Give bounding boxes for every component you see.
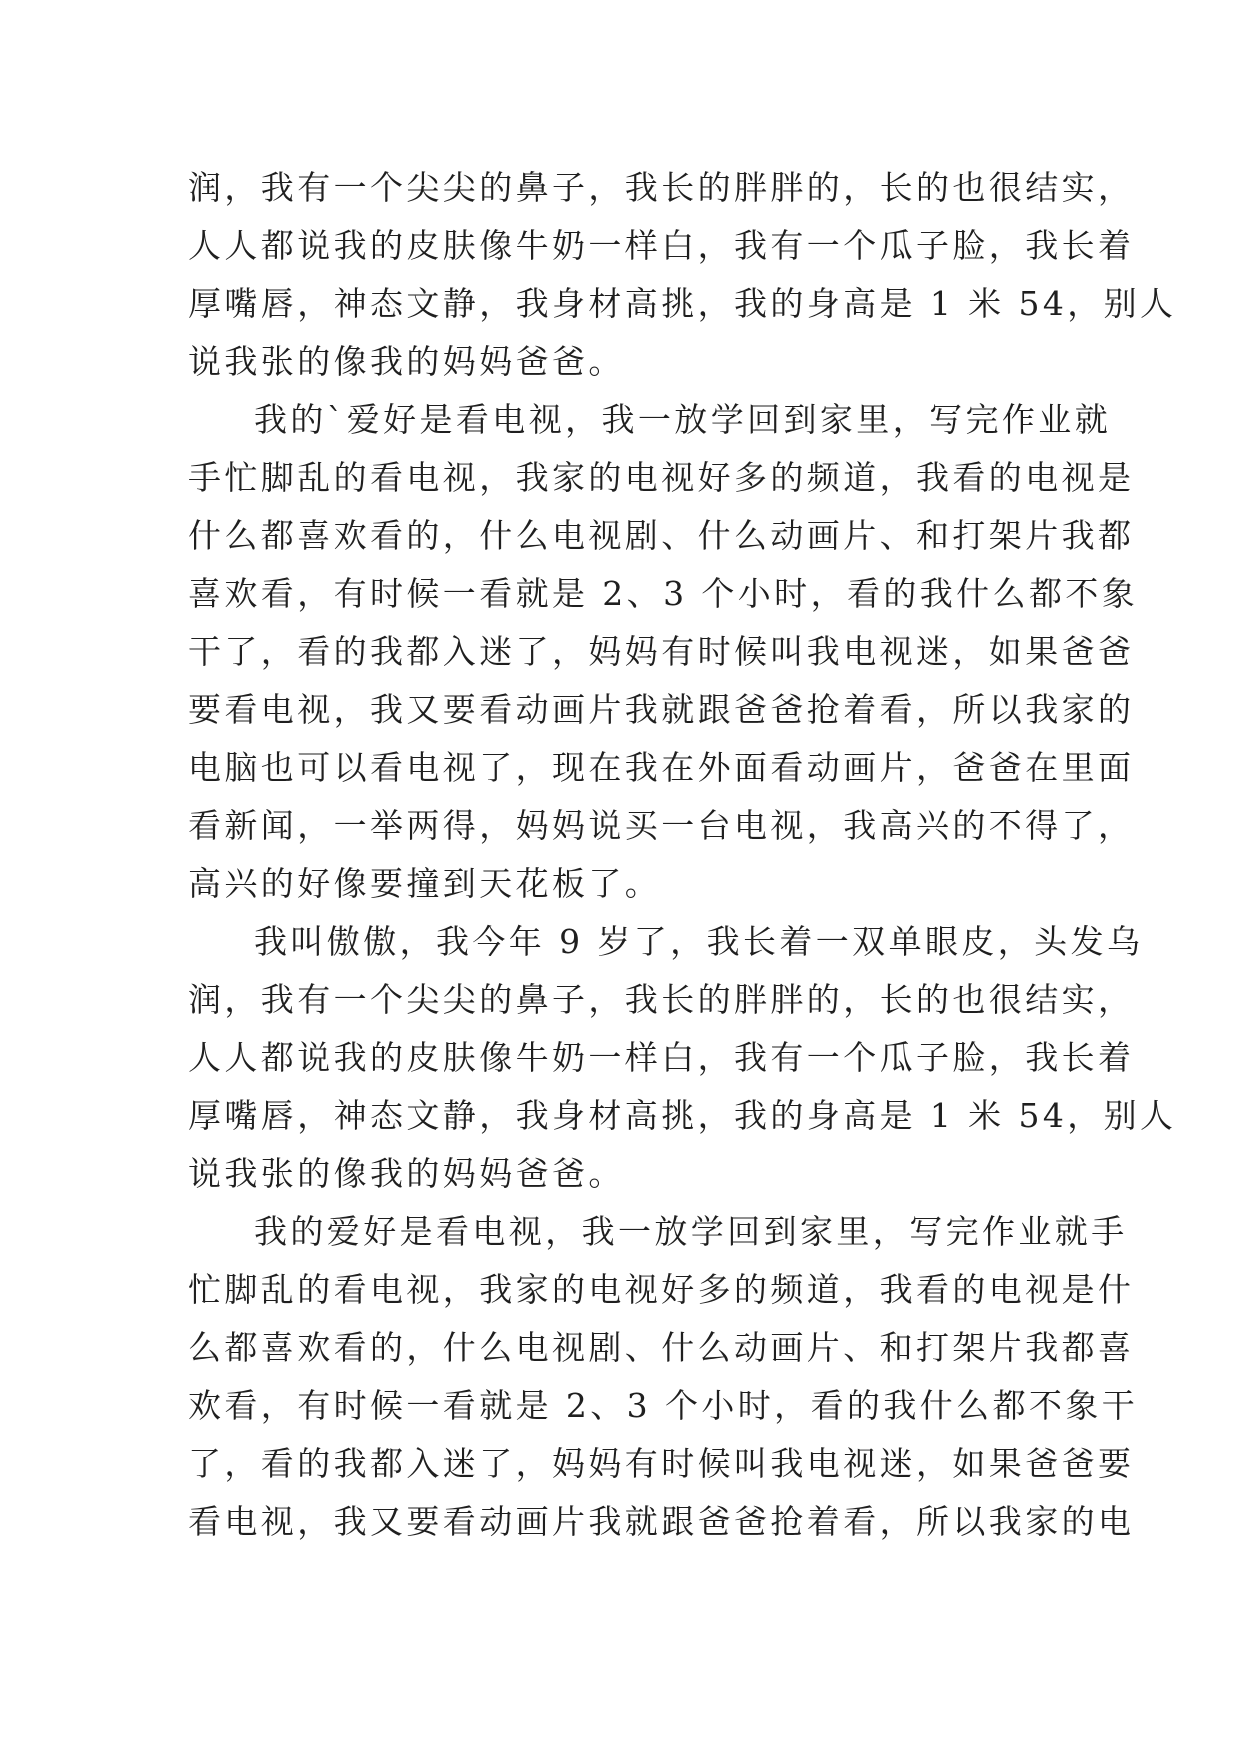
text-line: 电脑也可以看电视了，现在我在外面看动画片，爸爸在里面 <box>188 748 1135 787</box>
text-line: 手忙脚乱的看电视，我家的电视好多的频道，我看的电视是 <box>188 458 1135 497</box>
text-line: 喜欢看，有时候一看就是 2、3 个小时，看的我什么都不象 <box>188 574 1139 613</box>
text-line: 么都喜欢看的，什么电视剧、什么动画片、和打架片我都喜 <box>188 1328 1135 1367</box>
paragraph-first-line: 我的爱好是看电视，我一放学回到家里，写完作业就手 <box>254 1212 1128 1251</box>
text-line: 高兴的好像要撞到天花板了。 <box>188 864 662 903</box>
text-line: 看新闻，一举两得，妈妈说买一台电视，我高兴的不得了， <box>188 806 1135 845</box>
text-line: 厚嘴唇，神态文静，我身材高挑，我的身高是 1 米 54，别人 <box>188 284 1177 323</box>
text-line: 润，我有一个尖尖的鼻子，我长的胖胖的，长的也很结实， <box>188 980 1135 1019</box>
text-line: 人人都说我的皮肤像牛奶一样白，我有一个瓜子脸，我长着 <box>188 1038 1135 1077</box>
text-line: 要看电视，我又要看动画片我就跟爸爸抢着看，所以我家的 <box>188 690 1135 729</box>
text-line: 看电视，我又要看动画片我就跟爸爸抢着看，所以我家的电 <box>188 1502 1135 1541</box>
text-line: 说我张的像我的妈妈爸爸。 <box>188 342 625 381</box>
text-line: 说我张的像我的妈妈爸爸。 <box>188 1154 625 1193</box>
text-line: 什么都喜欢看的，什么电视剧、什么动画片、和打架片我都 <box>188 516 1135 555</box>
paragraph-first-line: 我的`爱好是看电视，我一放学回到家里，写完作业就 <box>254 400 1112 439</box>
text-line: 忙脚乱的看电视，我家的电视好多的频道，我看的电视是什 <box>188 1270 1135 1309</box>
text-line: 人人都说我的皮肤像牛奶一样白，我有一个瓜子脸，我长着 <box>188 226 1135 265</box>
text-line: 干了，看的我都入迷了，妈妈有时候叫我电视迷，如果爸爸 <box>188 632 1135 671</box>
text-line: 润，我有一个尖尖的鼻子，我长的胖胖的，长的也很结实， <box>188 168 1135 207</box>
text-line: 厚嘴唇，神态文静，我身材高挑，我的身高是 1 米 54，别人 <box>188 1096 1177 1135</box>
text-line: 了，看的我都入迷了，妈妈有时候叫我电视迷，如果爸爸要 <box>188 1444 1135 1483</box>
text-line: 欢看，有时候一看就是 2、3 个小时，看的我什么都不象干 <box>188 1386 1139 1425</box>
paragraph-first-line: 我叫傲傲，我今年 9 岁了，我长着一双单眼皮，头发乌 <box>254 922 1144 961</box>
